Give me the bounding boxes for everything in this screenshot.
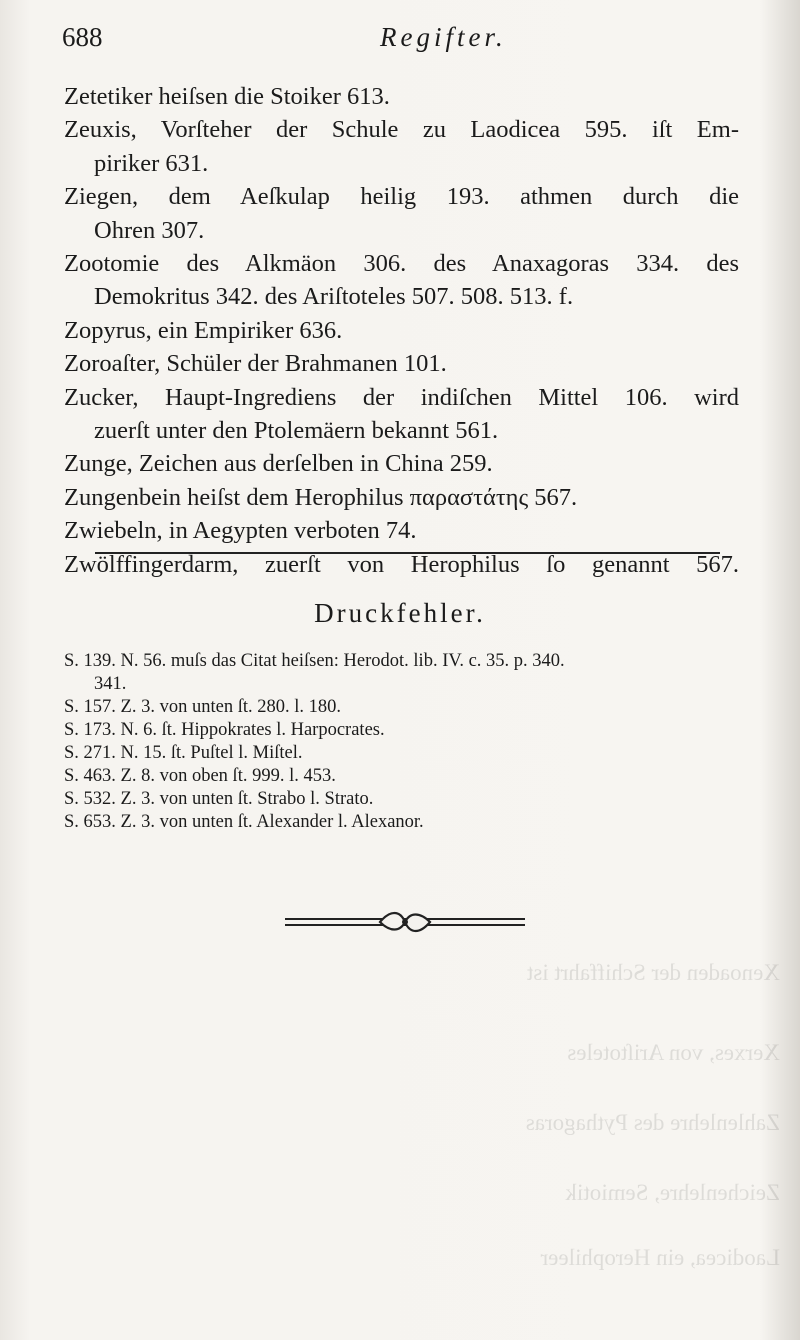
entry-line: Ohren 307. xyxy=(94,216,205,244)
closing-ornament xyxy=(285,908,525,936)
errata-item xyxy=(64,765,744,788)
errata-line: S. 463. Z. 8. von oben ſt. 999. l. 453. xyxy=(64,766,336,786)
errata-line: S. 173. N. 6. ſt. Hippokrates l. Harpocrates. xyxy=(64,720,385,740)
register-entry xyxy=(64,347,739,380)
entry-line: Zootomie des Alkmäon 306. des Anaxagoras 334. des xyxy=(64,250,739,278)
entry-line: Zoroaſter, Schüler der Brahmanen 101. xyxy=(64,350,447,378)
errata-item xyxy=(64,719,744,742)
errata-item xyxy=(64,742,744,765)
entry-line: Zetetiker heiſsen die Stoiker 613. xyxy=(64,83,390,110)
errata-list xyxy=(64,650,744,834)
page-header xyxy=(62,22,742,62)
register-entry xyxy=(64,113,739,180)
page-number: 688 xyxy=(62,22,103,52)
show-through-text: Zahlenlehre des Pythagoras xyxy=(525,1110,780,1135)
entry-line: Zopyrus, ein Empiriker 636. xyxy=(64,316,343,344)
show-through-text: Xenoaden der Schiffahrt ist xyxy=(526,960,780,985)
register-entry xyxy=(64,80,739,113)
register-entry xyxy=(64,481,739,514)
errata-line: S. 653. Z. 3. von unten ſt. Alexander l. Alexanor. xyxy=(64,812,424,832)
entry-line: Zeuxis, Vorſteher der Schule zu Laodicea 595. iſt Em- xyxy=(64,116,739,144)
section-divider xyxy=(95,552,720,554)
register-entry xyxy=(64,514,739,547)
register-entries xyxy=(64,80,739,581)
errata-line: S. 157. Z. 3. von unten ſt. 280. l. 180. xyxy=(64,697,341,717)
register-entry xyxy=(64,447,739,480)
register-entry xyxy=(64,314,739,347)
running-title: Regifter. xyxy=(380,22,507,52)
register-entry xyxy=(64,381,739,448)
show-through-text: Laodicea, ein Herophileer xyxy=(540,1245,780,1270)
entry-line: zuerſt unter den Ptolemäern bekannt 561. xyxy=(94,417,499,445)
entry-line: Zungenbein heiſst dem Herophilus παραστάτης 567. xyxy=(64,483,578,511)
errata-item xyxy=(64,811,744,834)
errata-line: 341. xyxy=(94,674,127,694)
register-entry xyxy=(64,180,739,247)
errata-item xyxy=(64,650,744,696)
entry-line: piriker 631. xyxy=(94,149,209,177)
entry-line: Zwölffingerdarm, zuerſt von Herophilus ſo genannt 567. xyxy=(64,550,739,578)
errata-line: S. 271. N. 15. ſt. Puſtel l. Miſtel. xyxy=(64,743,303,763)
errata-item xyxy=(64,696,744,719)
entry-line: Zwiebeln, in Aegypten verboten 74. xyxy=(64,517,417,545)
show-through-text: Xerxes, von Ariſtoteles xyxy=(567,1040,780,1065)
entry-line: Zunge, Zeichen aus derſelben in China 259. xyxy=(64,450,493,478)
errata-heading: Druckfehler. xyxy=(314,598,486,628)
register-entry xyxy=(64,247,739,314)
entry-line: Ziegen, dem Aeſkulap heilig 193. athmen durch die xyxy=(64,183,739,211)
errata-item xyxy=(64,788,744,811)
show-through-text: Zeichenlehre, Semiotik xyxy=(565,1180,780,1205)
entry-line: Zucker, Haupt-Ingrediens der indiſchen Mittel 106. wird xyxy=(64,383,739,411)
entry-line: Demokritus 342. des Ariſtoteles 507. 508. 513. f. xyxy=(94,283,574,311)
errata-line: S. 139. N. 56. muſs das Citat heiſsen: Herodot. lib. IV. c. 35. p. 340. xyxy=(64,651,565,671)
errata-line: S. 532. Z. 3. von unten ſt. Strabo l. Strato. xyxy=(64,789,374,809)
